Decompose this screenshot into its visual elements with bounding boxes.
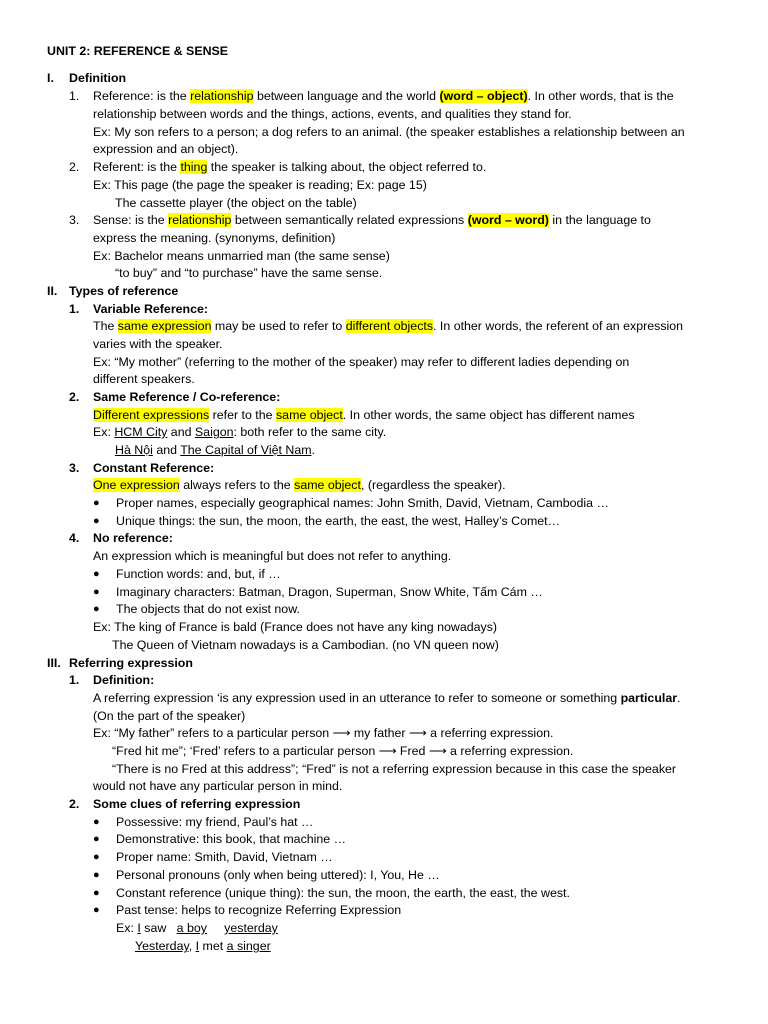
bullet-icon: ●: [93, 568, 100, 580]
s3-item2-number: 2.: [69, 797, 80, 811]
s2-item2-heading: Same Reference / Co-reference:: [93, 390, 281, 404]
section-1-number: I.: [47, 71, 54, 85]
s1-item2-line2: Ex: This page (the page the speaker is reading; Ex: page 15): [93, 178, 427, 192]
s3-item2-example1: Ex: I saw a boy yesterday: [116, 921, 278, 935]
s1-item3-line1: Sense: is the relationship between semantically related expressions (word – word) in the language to: [93, 213, 651, 227]
s3-item1-line3: Ex: “My father” refers to a particular person ⟶ my father ⟶ a referring expression.: [93, 726, 554, 740]
bullet-icon: ●: [93, 497, 100, 509]
s1-item2-line3: The cassette player (the object on the table): [115, 196, 357, 210]
s3-item2-bullet: Demonstrative: this book, that machine …: [116, 832, 347, 846]
s3-item2-example2: Yesterday, I met a singer: [135, 939, 271, 953]
section-3-number: III.: [47, 656, 61, 670]
s3-item1-line5: “There is no Fred at this address”; “Fred” is not a referring expression because in this case the speaker: [112, 762, 677, 776]
s1-item3-number: 3.: [69, 213, 80, 227]
s1-item1-number: 1.: [69, 89, 80, 103]
bullet-icon: ●: [93, 816, 100, 828]
bullet-icon: ●: [93, 869, 100, 881]
page-title: UNIT 2: REFERENCE & SENSE: [47, 44, 229, 58]
s3-item1-line6: would not have any particular person in mind.: [93, 779, 343, 793]
s2-item4-bullet: Function words: and, but, if …: [116, 567, 281, 581]
bullet-icon: ●: [93, 603, 100, 615]
bullet-icon: ●: [93, 904, 100, 916]
s1-item2-line1: Referent: is the thing the speaker is talking about, the object referred to.: [93, 160, 487, 174]
s2-item3-bullet: Unique things: the sun, the moon, the earth, the east, the west, Halley’s Comet…: [116, 514, 561, 528]
s1-item1-line3: Ex: My son refers to a person; a dog refers to an animal. (the speaker establishes a relationship between an: [93, 125, 685, 139]
s1-item1-line4: expression and an object).: [93, 142, 239, 156]
s2-item1-line1: The same expression may be used to refer to different objects. In other words, the referent of an expression: [93, 319, 684, 333]
s2-item4-bullet: The objects that do not exist now.: [116, 602, 300, 616]
s1-item1-line2: relationship between words and the things, actions, events, and qualities they stand for.: [93, 107, 572, 121]
s3-item1-line1: A referring expression ‘is any expression used in an utterance to refer to someone or something particular.: [93, 691, 681, 705]
s2-item3-number: 3.: [69, 461, 80, 475]
bullet-icon: ●: [93, 515, 100, 527]
s3-item1-line2: (On the part of the speaker): [93, 709, 246, 723]
bullet-icon: ●: [93, 851, 100, 863]
s3-item2-bullet: Past tense: helps to recognize Referring Expression: [116, 903, 402, 917]
s1-item1-line1: Reference: is the relationship between language and the world (word – object). In other words, that is the: [93, 89, 674, 103]
s3-item2-bullet: Possessive: my friend, Paul’s hat …: [116, 815, 314, 829]
s2-item4-heading: No reference:: [93, 531, 173, 545]
s3-item2-heading: Some clues of referring expression: [93, 797, 301, 811]
s2-item2-example2: Hà Nội and The Capital of Việt Nam.: [115, 443, 315, 457]
s3-item2-bullet: Constant reference (unique thing): the sun, the moon, the earth, the east, the west.: [116, 886, 570, 900]
s2-item4-line1: An expression which is meaningful but does not refer to anything.: [93, 549, 452, 563]
s3-item1-heading: Definition:: [93, 673, 155, 687]
s3-item1-number: 1.: [69, 673, 80, 687]
bullet-icon: ●: [93, 586, 100, 598]
s2-item1-line4: different speakers.: [93, 372, 195, 386]
bullet-icon: ●: [93, 887, 100, 899]
s1-item3-line2: express the meaning. (synonyms, definition): [93, 231, 336, 245]
s2-item1-line3: Ex: “My mother” (referring to the mother of the speaker) may refer to different ladies depending on: [93, 355, 630, 369]
s2-item4-example1: Ex: The king of France is bald (France does not have any king nowadays): [93, 620, 498, 634]
s2-item3-bullet: Proper names, especially geographical names: John Smith, David, Vietnam, Cambodia …: [116, 496, 609, 510]
s1-item3-line3: Ex: Bachelor means unmarried man (the same sense): [93, 249, 390, 263]
s2-item2-number: 2.: [69, 390, 80, 404]
s3-item1-line4: “Fred hit me”; ‘Fred’ refers to a particular person ⟶ Fred ⟶ a referring expression.: [112, 744, 574, 758]
s2-item1-heading: Variable Reference:: [93, 302, 209, 316]
section-3-heading: Referring expression: [69, 656, 193, 670]
s1-item3-line4: “to buy” and “to purchase” have the same sense.: [115, 266, 383, 280]
s2-item1-line2: varies with the speaker.: [93, 337, 223, 351]
section-2-number: II.: [47, 284, 58, 298]
s2-item3-line1: One expression always refers to the same object, (regardless the speaker).: [93, 478, 506, 492]
section-2-heading: Types of reference: [69, 284, 179, 298]
s2-item4-number: 4.: [69, 531, 80, 545]
s2-item2-line1: Different expressions refer to the same object. In other words, the same object has different names: [93, 408, 635, 422]
s3-item2-bullet: Personal pronouns (only when being uttered): I, You, He …: [116, 868, 440, 882]
s2-item2-example1: Ex: HCM City and Saigon: both refer to the same city.: [93, 425, 387, 439]
s2-item4-bullet: Imaginary characters: Batman, Dragon, Superman, Snow White, Tấm Cám …: [116, 585, 543, 599]
s3-item2-bullet: Proper name: Smith, David, Vietnam …: [116, 850, 333, 864]
s1-item2-number: 2.: [69, 160, 80, 174]
s2-item4-example2: The Queen of Vietnam nowadays is a Cambodian. (no VN queen now): [112, 638, 499, 652]
s2-item3-heading: Constant Reference:: [93, 461, 215, 475]
section-1-heading: Definition: [69, 71, 127, 85]
s2-item1-number: 1.: [69, 302, 80, 316]
bullet-icon: ●: [93, 833, 100, 845]
